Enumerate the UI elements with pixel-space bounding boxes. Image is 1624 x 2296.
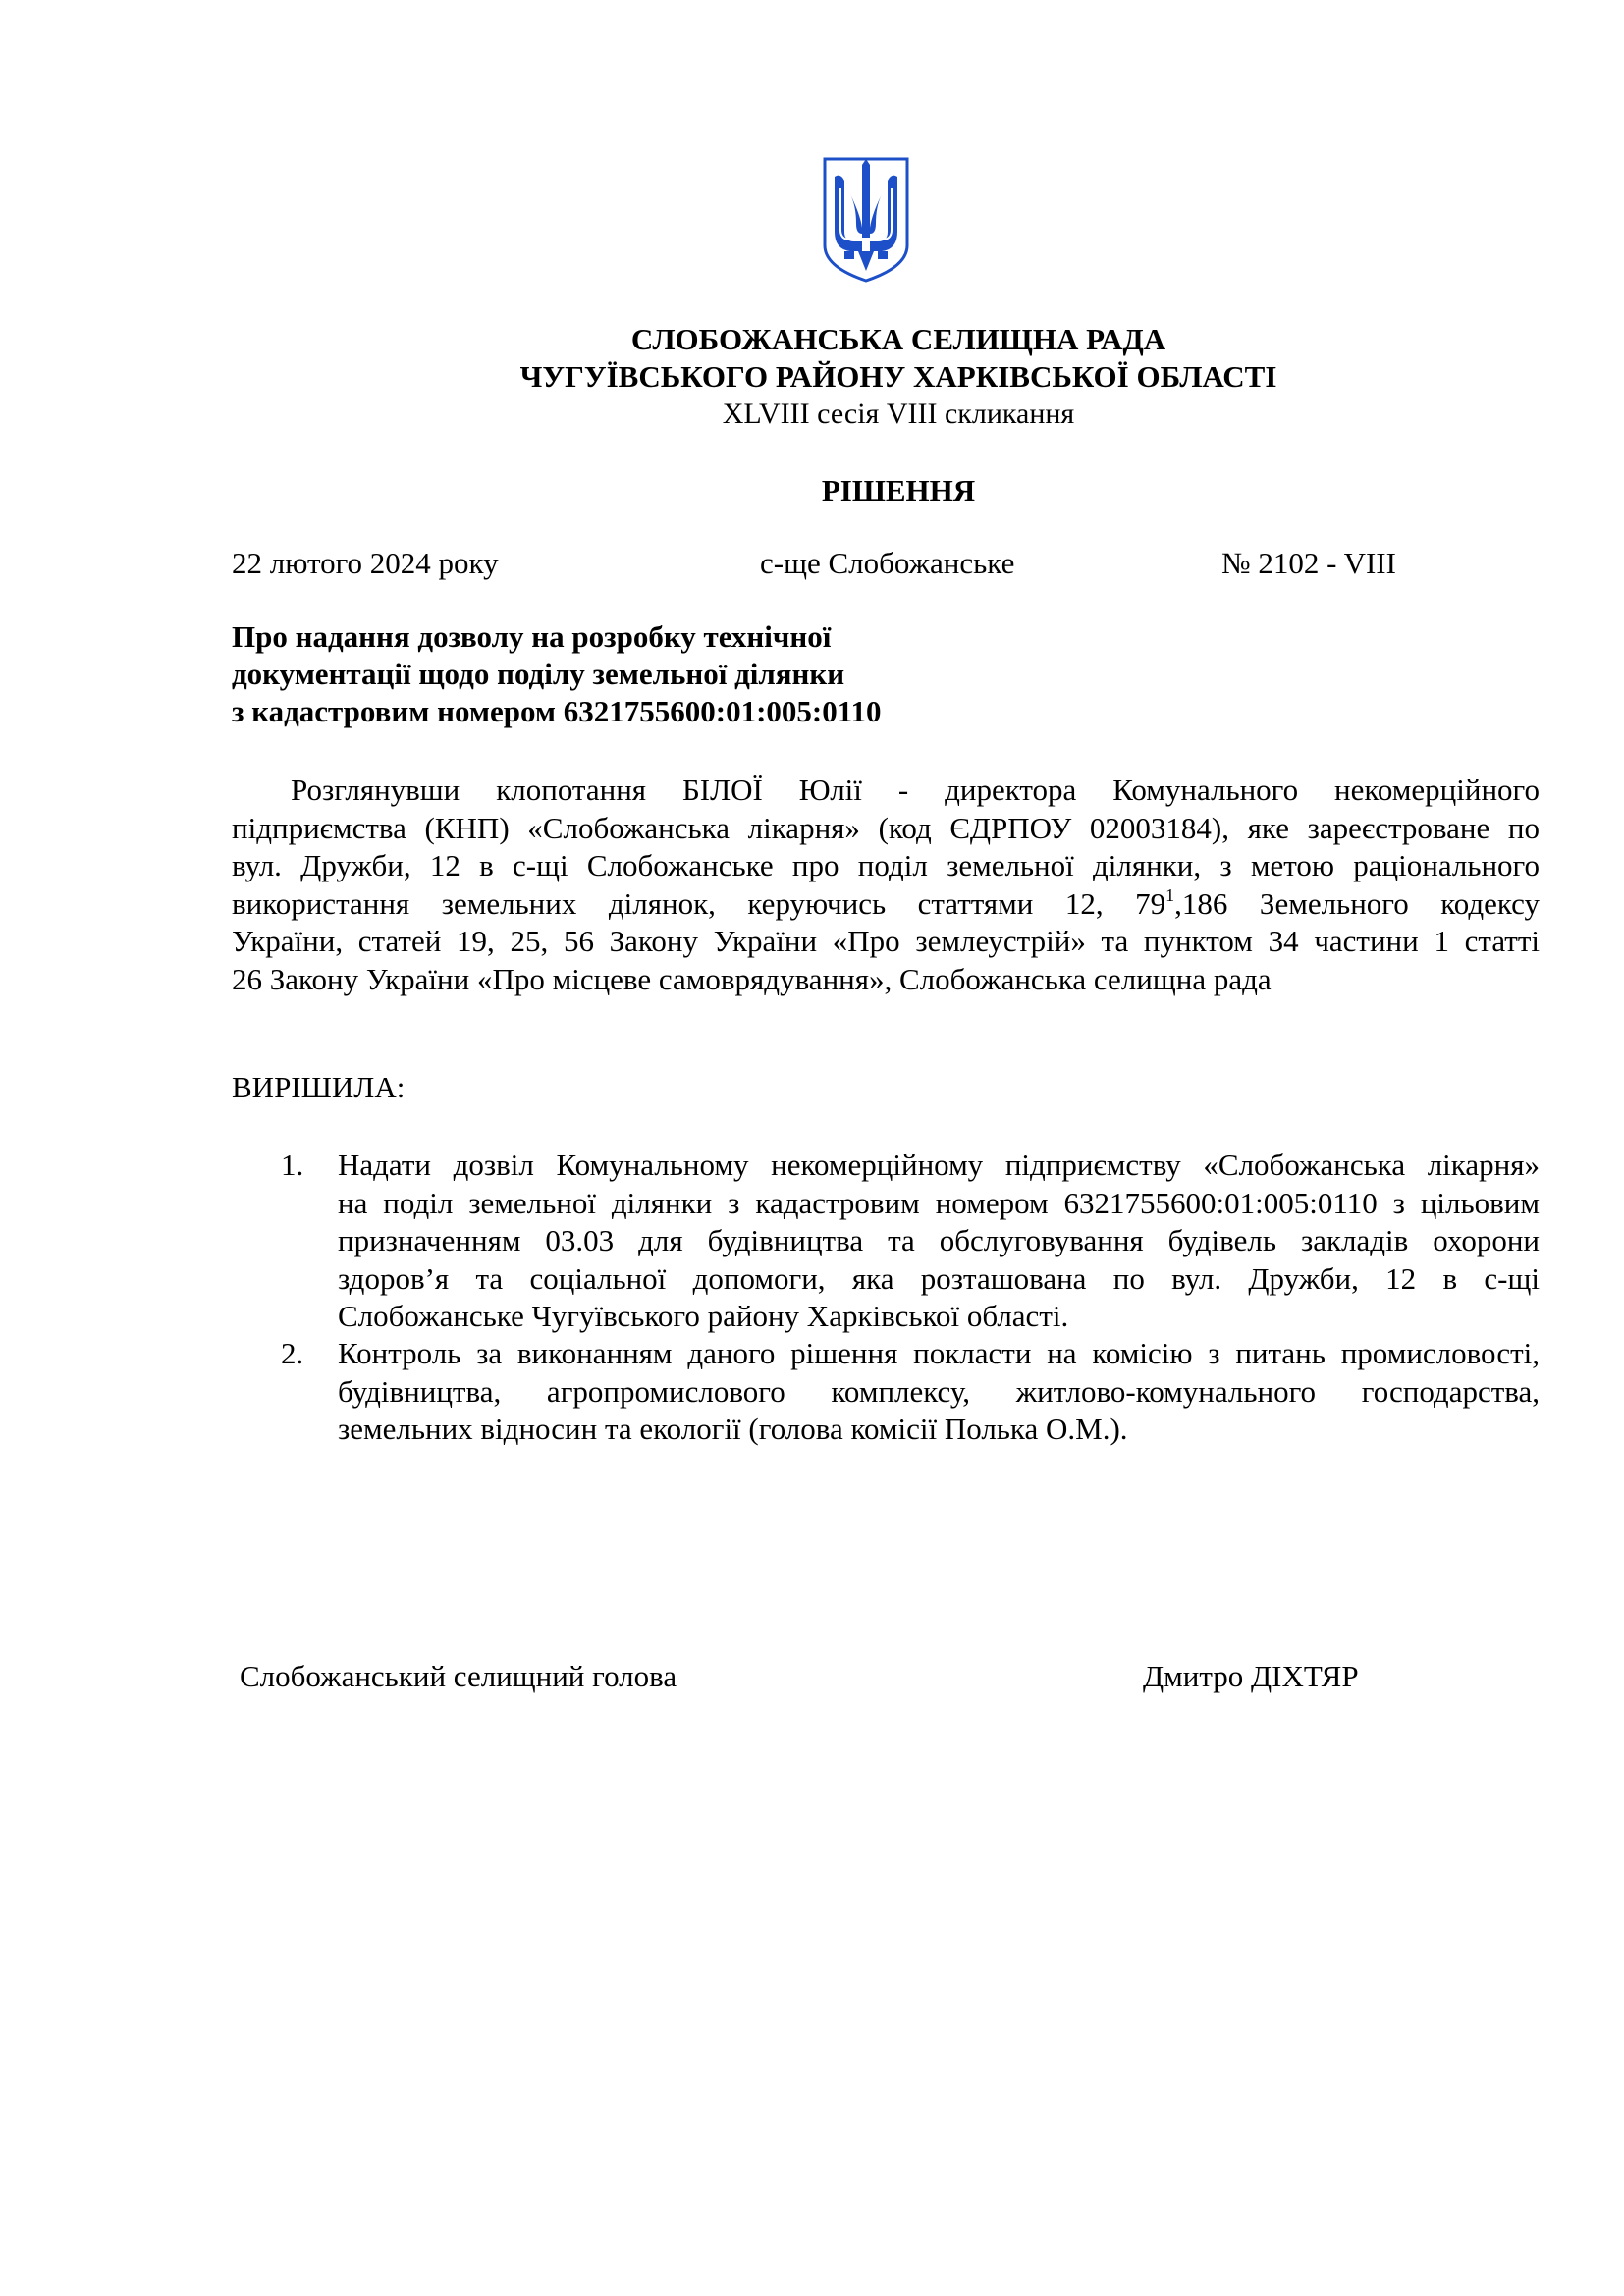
article-superscript: 1 [1165,884,1175,905]
preamble-line: України, статей 19, 25, 56 Закону України «Про землеустрій» та пунктом 34 частини 1 статті [232,924,1540,958]
signatory-name: Дмитро ДІХТЯР [1143,1659,1359,1693]
decided-label: ВИРІШИЛА: [232,1070,406,1104]
item-number: 2. [281,1336,304,1370]
preamble-line-with-superscript [232,885,1540,924]
item-line: будівництва, агропромислового комплексу, житлово-комунального господарства, [338,1373,1540,1409]
document-date: 22 лютого 2024 року [232,546,499,580]
item-line: земельних відносин та екології (голова комісії Полька О.М.). [338,1412,1128,1446]
document-number: № 2102 - VIII [1221,546,1396,580]
item-line: призначенням 03.03 для будівництва та обслуговування будівель закладів охорони [338,1223,1540,1257]
document-place: с-ще Слобожанське [760,546,1015,580]
item-text [338,1335,1540,1449]
item-line: Контроль за виконанням даного рішення покласти на комісію з питань промисловості, [338,1336,1540,1370]
council-name: СЛОБОЖАНСЬКА СЕЛИЩНА РАДА [630,322,1166,356]
district-name: ЧУГУЇВСЬКОГО РАЙОНУ ХАРКІВСЬКОЇ ОБЛАСТІ [519,359,1277,394]
preamble-line: вул. Дружби, 12 в с-щі Слобожанське про поділ земельної ділянки, з метою раціонального [232,848,1540,882]
preamble-line-part: ,186 Земельного кодексу [1174,885,1540,921]
document-type: РІШЕННЯ [821,473,976,507]
item-line: Надати дозвіл Комунальному некомерційному підприємству «Слобожанська лікарня» [338,1148,1540,1182]
preamble-line: Розглянувши клопотання БІЛОЇ Юлії - директора Комунального некомерційного [291,773,1540,807]
subject-line: з кадастровим номером 6321755600:01:005:0110 [232,694,882,728]
preamble-line: 26 Закону України «Про місцеве самоврядування», Слобожанська селищна рада [232,961,1272,996]
signatory-position: Слобожанський селищний голова [240,1659,677,1693]
preamble-line-part: використання земельних ділянок, керуючись статтями 12, 79 [232,885,1166,921]
item-number: 1. [281,1148,304,1182]
item-line: на поділ земельної ділянки з кадастровим номером 6321755600:01:005:0110 з цільовим [338,1185,1540,1220]
subject-line: Про надання дозволу на розробку технічної [232,619,832,654]
decision-subject [232,618,882,730]
coat-of-arms-trident-icon [821,155,911,285]
item-line: здоров’я та соціальної допомоги, яка розташована по вул. Дружби, 12 в с-щі [338,1260,1540,1296]
item-line: Слобожанське Чугуївського району Харківської області. [338,1299,1069,1333]
item-text [338,1147,1540,1336]
preamble-paragraph [232,772,1540,998]
preamble-line: підприємства (КНП) «Слобожанська лікарня» (код ЄДРПОУ 02003184), яке зареєстроване по [232,810,1540,845]
subject-line: документації щодо поділу земельної ділянки [232,657,845,691]
session-info: XLVIII сесія VIII скликання [722,398,1075,430]
